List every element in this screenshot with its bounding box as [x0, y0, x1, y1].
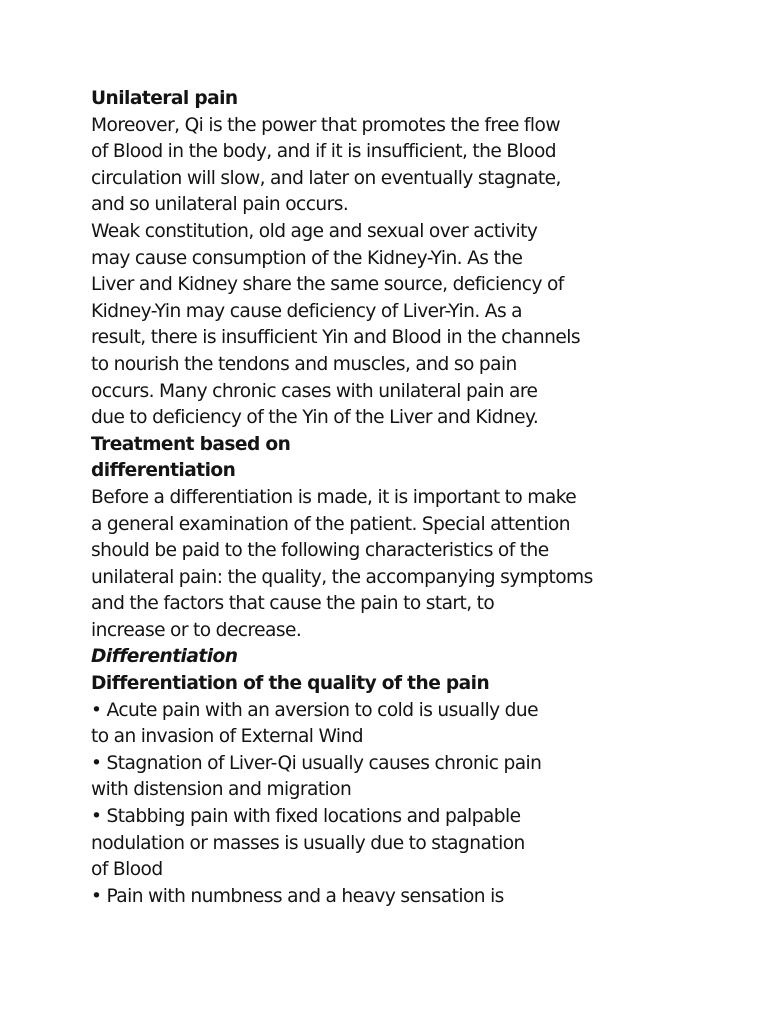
body-text-line: unilateral pain: the quality, the accompanying symptoms — [91, 566, 593, 588]
bullet-continuation: of Blood — [91, 859, 163, 881]
body-text-line: and the factors that cause the pain to start, to — [91, 593, 495, 615]
body-text-line: Moreover, Qi is the power that promotes the free flow — [91, 114, 561, 136]
bullet-continuation: with distension and migration — [91, 779, 352, 801]
subheading-quality-of-pain: Differentiation of the quality of the pain — [91, 673, 490, 695]
body-text-line: Kidney-Yin may cause deficiency of Liver-Yin. As a — [91, 300, 523, 322]
heading-unilateral-pain: Unilateral pain — [91, 88, 238, 109]
heading-treatment: differentiation — [91, 460, 236, 482]
body-text-line: Weak constitution, old age and sexual over activity — [91, 220, 538, 242]
bullet-line: • Acute pain with an aversion to cold is usually due — [91, 699, 538, 721]
body-text-line: Before a differentiation is made, it is important to make — [91, 486, 577, 508]
body-text-line: may cause consumption of the Kidney-Yin. As the — [91, 247, 523, 269]
bullet-continuation: nodulation or masses is usually due to stagnation — [91, 832, 525, 854]
bullet-line: • Stagnation of Liver-Qi usually causes chronic pain — [91, 752, 542, 774]
body-text-line: circulation will slow, and later on eventually stagnate, — [91, 167, 561, 189]
body-text-line: increase or to decrease. — [91, 619, 302, 641]
body-text-line: and so unilateral pain occurs. — [91, 194, 349, 216]
document-page — [91, 86, 741, 910]
body-text-line: a general examination of the patient. Special attention — [91, 513, 570, 535]
heading-treatment: Treatment based on — [91, 433, 291, 455]
bullet-line: • Pain with numbness and a heavy sensation is — [91, 885, 504, 907]
bullet-continuation: to an invasion of External Wind — [91, 726, 364, 748]
body-text-line: result, there is insufficient Yin and Blood in the channels — [91, 327, 581, 349]
body-text-line: to nourish the tendons and muscles, and so pain — [91, 353, 517, 375]
subheading-differentiation: Differentiation — [91, 646, 238, 668]
body-text-line: due to deficiency of the Yin of the Liver and Kidney. — [91, 407, 539, 429]
body-text-line: of Blood in the body, and if it is insufficient, the Blood — [91, 141, 557, 163]
body-text-line: Liver and Kidney share the same source, deficiency of — [91, 274, 564, 296]
body-text-line: should be paid to the following characteristics of the — [91, 540, 549, 562]
bullet-line: • Stabbing pain with fixed locations and palpable — [91, 806, 521, 828]
body-text-line: occurs. Many chronic cases with unilateral pain are — [91, 380, 538, 402]
